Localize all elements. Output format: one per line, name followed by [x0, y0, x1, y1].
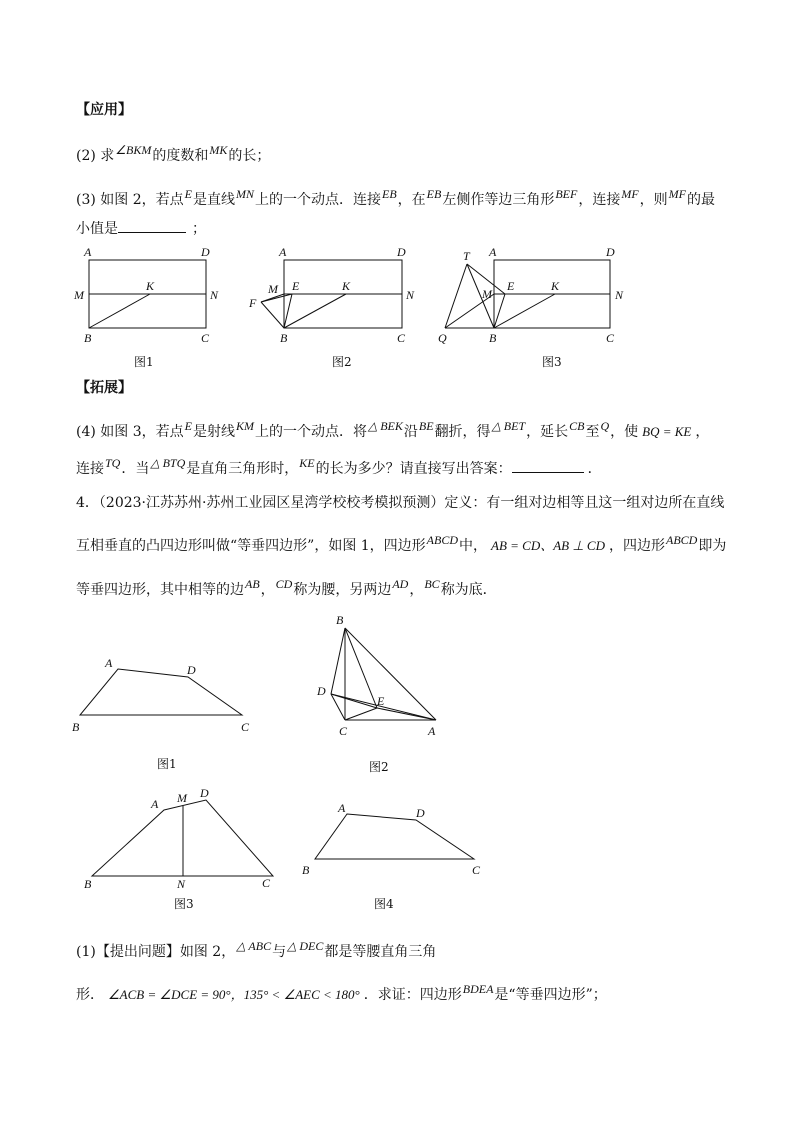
- question-1-line-1: [76, 939, 437, 962]
- q1-text: ．求证：四边形: [363, 987, 462, 1003]
- label-d: D: [397, 245, 406, 259]
- q3-text: 小值是: [76, 221, 118, 237]
- q4-text: 至: [585, 424, 600, 440]
- label-b: B: [72, 720, 80, 734]
- problem-4-line-3: [76, 577, 497, 600]
- label-n: N: [177, 877, 186, 891]
- label-q: Q: [438, 331, 447, 345]
- q1-math: ∠ACB = ∠DCE = 90°，135° < ∠AEC < 180°: [108, 987, 360, 1002]
- segment-bk: [284, 294, 346, 328]
- q1-math: △ ABC: [236, 939, 272, 953]
- label-a: A: [338, 801, 346, 815]
- bottom-figure-3: [84, 786, 273, 911]
- q4-text: ．当: [121, 461, 150, 477]
- label-a: A: [151, 797, 159, 811]
- label-m: M: [74, 288, 84, 302]
- q4-text: 翻折，得: [434, 424, 491, 440]
- q3-text: 上的一个动点．连接: [254, 192, 381, 208]
- answer-blank[interactable]: [512, 458, 584, 473]
- label-d: D: [187, 663, 196, 677]
- segment-bk: [89, 294, 150, 328]
- label-m: M: [177, 791, 187, 805]
- segment-bd: [331, 628, 345, 694]
- q4-math: TQ: [105, 456, 121, 470]
- quadrilateral-abcd: [80, 669, 242, 715]
- q4-math: CB: [569, 419, 585, 433]
- p4-text: 中，: [459, 538, 488, 554]
- question-4-line-2: [76, 458, 602, 479]
- q1-text: 形．: [76, 987, 104, 1003]
- q4-math: △ BEK: [367, 419, 403, 433]
- q4-math: Q: [600, 419, 610, 433]
- top-figure-3: [438, 245, 624, 369]
- q1-math: BDEA: [462, 982, 494, 996]
- q4-math: E: [184, 419, 192, 433]
- q3-math: EB: [426, 187, 442, 201]
- label-n: N: [406, 288, 415, 302]
- p4-text: 称为腰，另两边: [293, 582, 392, 598]
- section-heading-extension: 【拓展】: [76, 380, 132, 396]
- p4-math: AB = CD、AB ⊥ CD: [491, 538, 605, 553]
- caption-figure-1: 图1: [157, 757, 177, 771]
- q3-math: MF: [621, 187, 639, 201]
- q4-text: 是射线: [192, 424, 235, 440]
- label-c: C: [397, 331, 406, 345]
- label-a: A: [84, 245, 92, 259]
- top-figure-1: [73, 245, 219, 369]
- q4-math: KE: [299, 456, 315, 470]
- label-d: D: [200, 786, 209, 800]
- p4-math: AD: [392, 577, 409, 591]
- label-c: C: [241, 720, 250, 734]
- p4-text: 等垂四边形，其中相等的边: [76, 582, 244, 598]
- p4-text: ，: [260, 582, 275, 598]
- q4-math: △ BTQ: [150, 456, 186, 470]
- q3-text: 左侧作等边三角形: [442, 192, 555, 208]
- problem-4-line-2: [76, 533, 727, 556]
- label-b: B: [489, 331, 497, 345]
- p4-text: 即为: [698, 538, 727, 554]
- q3-math: BEF: [555, 187, 578, 201]
- label-d: D: [201, 245, 210, 259]
- q3-math: MN: [235, 187, 254, 201]
- caption-figure-2: 图2: [332, 355, 352, 369]
- label-m: M: [482, 287, 492, 301]
- p4-text: 称为底．: [440, 582, 497, 598]
- problem-4-line-1: 4．（2023·江苏苏州·苏州工业园区星湾学校校考模拟预测）定义：有一组对边相等且这一组对边所在直线: [76, 495, 725, 511]
- caption-figure-3: 图3: [174, 897, 194, 911]
- label-t: T: [463, 249, 470, 263]
- q4-text: ，: [695, 424, 710, 440]
- q4-text: (4) 如图 3，若点: [76, 424, 184, 440]
- label-e: E: [292, 279, 300, 293]
- q3-text: ，则: [639, 192, 668, 208]
- q2-math: MK: [209, 143, 228, 157]
- question-4-line-1: [76, 419, 710, 442]
- q4-text: 连接: [76, 461, 104, 477]
- q2-text: (2) 求: [76, 148, 115, 164]
- q3-text: 的最: [686, 192, 715, 208]
- label-f: F: [249, 296, 257, 310]
- q4-text: 沿: [403, 424, 418, 440]
- label-m: M: [268, 282, 278, 296]
- caption-figure-3: 图3: [542, 355, 562, 369]
- segment-be: [345, 628, 377, 708]
- label-n: N: [210, 288, 219, 302]
- p4-text: ，: [409, 582, 424, 598]
- label-e: E: [377, 694, 385, 708]
- label-c: C: [201, 331, 210, 345]
- q4-math: KM: [235, 419, 254, 433]
- label-d: D: [606, 245, 615, 259]
- label-c: C: [472, 863, 481, 877]
- label-n: N: [615, 288, 624, 302]
- q1-text: 与: [272, 944, 287, 960]
- p4-text: 互相垂直的凸四边形叫做“等垂四边形”，如图 1，四边形: [76, 538, 426, 554]
- q3-text: ，在: [397, 192, 426, 208]
- label-b: B: [302, 863, 310, 877]
- label-k: K: [551, 279, 560, 293]
- p4-math: CD: [275, 577, 293, 591]
- bottom-figure-4: [302, 801, 481, 911]
- label-b: B: [84, 877, 92, 891]
- q3-text: ，连接: [578, 192, 621, 208]
- label-e: E: [507, 279, 515, 293]
- caption-figure-2: 图2: [369, 760, 389, 774]
- q2-math: ∠BKM: [115, 143, 152, 157]
- label-b: B: [336, 613, 344, 627]
- q3-text: ；: [192, 221, 206, 237]
- caption-figure-4: 图4: [374, 897, 394, 911]
- q4-text: ．: [587, 461, 602, 477]
- label-a: A: [105, 656, 113, 670]
- q4-math: BQ = KE: [642, 424, 692, 439]
- q4-text: ，延长: [526, 424, 569, 440]
- q4-math: BE: [418, 419, 434, 433]
- label-d: D: [416, 806, 425, 820]
- q1-math: △ DEC: [287, 939, 324, 953]
- segment-be: [284, 294, 292, 328]
- top-figure-2: [248, 245, 415, 369]
- label-a: A: [279, 245, 287, 259]
- bottom-figure-1: [72, 656, 250, 771]
- q4-math: △ BET: [491, 419, 526, 433]
- label-c: C: [339, 724, 348, 738]
- label-b: B: [280, 331, 288, 345]
- q1-text: 是“等垂四边形”；: [494, 987, 607, 1003]
- segment-fb: [261, 302, 284, 328]
- q1-text: (1)【提出问题】如图 2，: [76, 944, 236, 960]
- segment-tq: [445, 264, 467, 328]
- q3-math: EB: [381, 187, 397, 201]
- label-k: K: [342, 279, 351, 293]
- q4-text: 上的一个动点．将: [254, 424, 367, 440]
- segment-ba: [345, 628, 436, 720]
- q4-text: ，使: [610, 424, 639, 440]
- q3-math: E: [184, 187, 192, 201]
- q1-text: 都是等腰直角三角: [324, 944, 437, 960]
- label-c: C: [262, 876, 271, 890]
- quadrilateral-abcd: [315, 814, 474, 859]
- q3-text: 是直线: [192, 192, 235, 208]
- q3-text: (3) 如图 2，若点: [76, 192, 184, 208]
- p4-math: AB: [245, 577, 260, 591]
- caption-figure-1: 图1: [134, 355, 154, 369]
- segment-ce: [345, 708, 377, 720]
- p4-math: ABCD: [426, 533, 459, 547]
- label-k: K: [146, 279, 155, 293]
- bottom-figure-2: [316, 613, 436, 774]
- p4-text: ，四边形: [609, 538, 665, 554]
- q3-math: MF: [668, 187, 686, 201]
- q2-text: 的度数和: [152, 148, 209, 164]
- label-d: D: [317, 684, 326, 698]
- label-b: B: [84, 331, 92, 345]
- question-1-line-2: [76, 982, 607, 1005]
- q4-text: 是直角三角形时，: [186, 461, 299, 477]
- label-a: A: [428, 724, 436, 738]
- label-a: A: [489, 245, 497, 259]
- p4-math: BC: [424, 577, 440, 591]
- q2-text: 的长；: [228, 148, 271, 164]
- section-heading-application: 【应用】: [76, 102, 132, 118]
- label-c: C: [606, 331, 615, 345]
- q4-text: 的长为多少？请直接写出答案：: [315, 461, 512, 477]
- p4-math: ABCD: [666, 533, 698, 547]
